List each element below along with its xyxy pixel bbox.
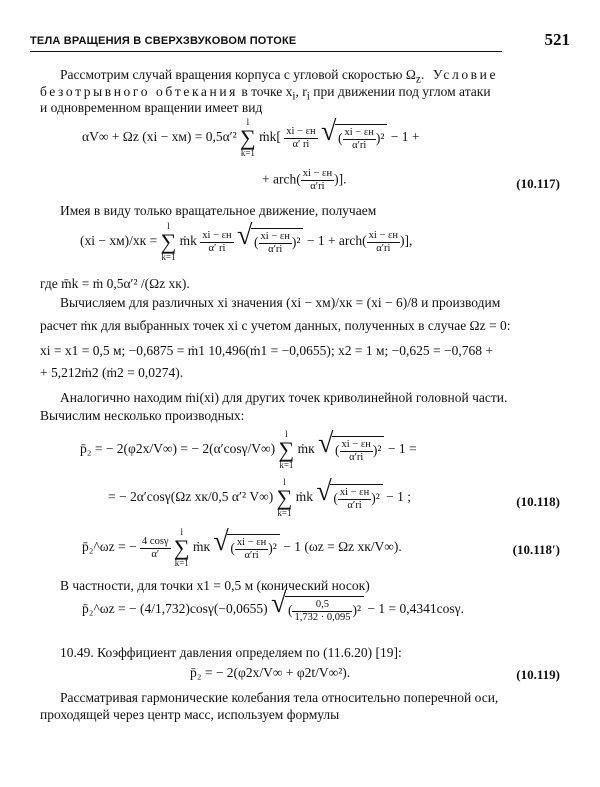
- paragraph-1-line-1: Рассмотрим случай вращения корпуса с угловой скоростью $\Omega_z$. Условие: [60, 67, 499, 86]
- equation-number-10-117: (10.117): [516, 176, 560, 191]
- equation-rotational: (xi − xм)/xк = l ∑ k=1 ṁk $\frac{xi - \varepsilon н}{\alpha' ri}$ √ ( $\frac{xi - \varepsilon н}{\alpha'ri}$ )² − 1 + arch( $\frac{xi - \varepsilon н}{\alpha'ri}$ )],: [80, 222, 600, 262]
- paragraph-4-line-4: + 5,212ṁ2 (ṁ2 = 0,0274).: [40, 365, 184, 380]
- equation-number-10-118: (10.118): [516, 494, 560, 509]
- paragraph-7: 10.49. Коэффициент давления определяем по (11.6.20) [19]:: [60, 645, 402, 660]
- paragraph-4-line-2: расчет ṁк для выбранных точек xi с учетом данных, полученных в случае Ωz = 0:: [40, 318, 511, 333]
- equation-10-117-line-1: αV∞ + Ωz (xi − xм) = 0,5α′² l ∑ k=1 ṁk[ $\frac{xi - \varepsilon н}{\alpha' ri}$ √ ( $\frac{xi - \varepsilon н}{\alpha'ri}$ )² − 1 +: [82, 118, 600, 158]
- paragraph-4-line-3: xi = x1 = 0,5 м; −0,6875 = ṁ1 10,496(ṁ1 = −0,0655); x2 = 1 м; −0,625 = −0,768 +: [40, 343, 493, 358]
- equation-10-118-prime: p̄₂^ωz = − $\frac{4 \cos\gamma}{\alpha'}$ l ∑ k=1 ṁк √ ( $\frac{xi - \varepsilon н}{\alpha'ri}$ )² − 1 (ωz = Ωz xк/V∞).: [82, 528, 600, 568]
- paragraph-3: где m̄k = ṁ 0,5α′² /(Ωz xк).: [40, 276, 190, 291]
- paragraph-1-line-2: безотрывного обтекания в точке $x_i$, $r_i$ при движении под углом атаки: [40, 84, 491, 103]
- running-header: [30, 30, 570, 54]
- header-rule: [30, 51, 502, 52]
- equation-10-119: p̄₂ = − 2(φ2x/V∞ + φ2t/V∞²).: [190, 665, 351, 680]
- page-number: 521: [544, 30, 570, 49]
- paragraph-5-line-2: Вычислим несколько производных:: [40, 408, 245, 423]
- paragraph-1-line-3: и одновременном вращении имеет вид: [40, 100, 263, 115]
- equation-number-10-118-prime: (10.118′): [512, 542, 560, 557]
- equation-10-118-line-1: p̄₂ = − 2(φ2x/V∞) = − 2(α′cosγ/V∞) l ∑ k=1 ṁк √ ( $\frac{xi - \varepsilon н}{\alpha'ri}$ )² − 1 =: [80, 430, 600, 470]
- paragraph-6: В частности, для точки x1 = 0,5 м (конический носок): [60, 578, 370, 593]
- equation-10-117-line-2: + arch( $\frac{xi - \varepsilon н}{\alpha'ri}$ )].: [262, 168, 347, 192]
- paragraph-8-line-1: Рассматривая гармонические колебания тела относительно поперечной оси,: [60, 690, 499, 705]
- paragraph-5-line-1: Аналогично находим ṁi(xi) для других точек криволинейной головной части.: [60, 390, 508, 405]
- equation-10-118-line-2: = − 2α′cosγ(Ωz xк/0,5 α′² V∞) l ∑ k=1 ṁk √ ( $\frac{xi - \varepsilon н}{\alpha'ri}$ )² − 1 ;: [108, 478, 600, 518]
- paragraph-8-line-2: проходящей через центр масс, используем формулы: [40, 707, 340, 722]
- running-title: ТЕЛА ВРАЩЕНИЯ В СВЕРХЗВУКОВОМ ПОТОКЕ: [30, 35, 297, 47]
- sqrt-symbol: √ ( $\frac{xi - \varepsilon н}{\alpha'ri}$ )²: [335, 124, 387, 152]
- sum-symbol: l ∑ k=1: [240, 117, 256, 158]
- equation-number-10-119: (10.119): [516, 667, 560, 682]
- paragraph-4-line-1: Вычисляем для различных xi значения (xi − xм)/xк = (xi − 6)/8 и производим: [60, 295, 501, 310]
- paragraph-2: Имея в виду только вращательное движение, получаем: [60, 203, 377, 218]
- equation-particular: p̄₂^ωz = − (4/1,732)cosγ(−0,0655) √ ( $\frac{0,5}{1,732 \cdot 0,095}$ )² − 1 = 0,4341cosγ.: [82, 596, 600, 624]
